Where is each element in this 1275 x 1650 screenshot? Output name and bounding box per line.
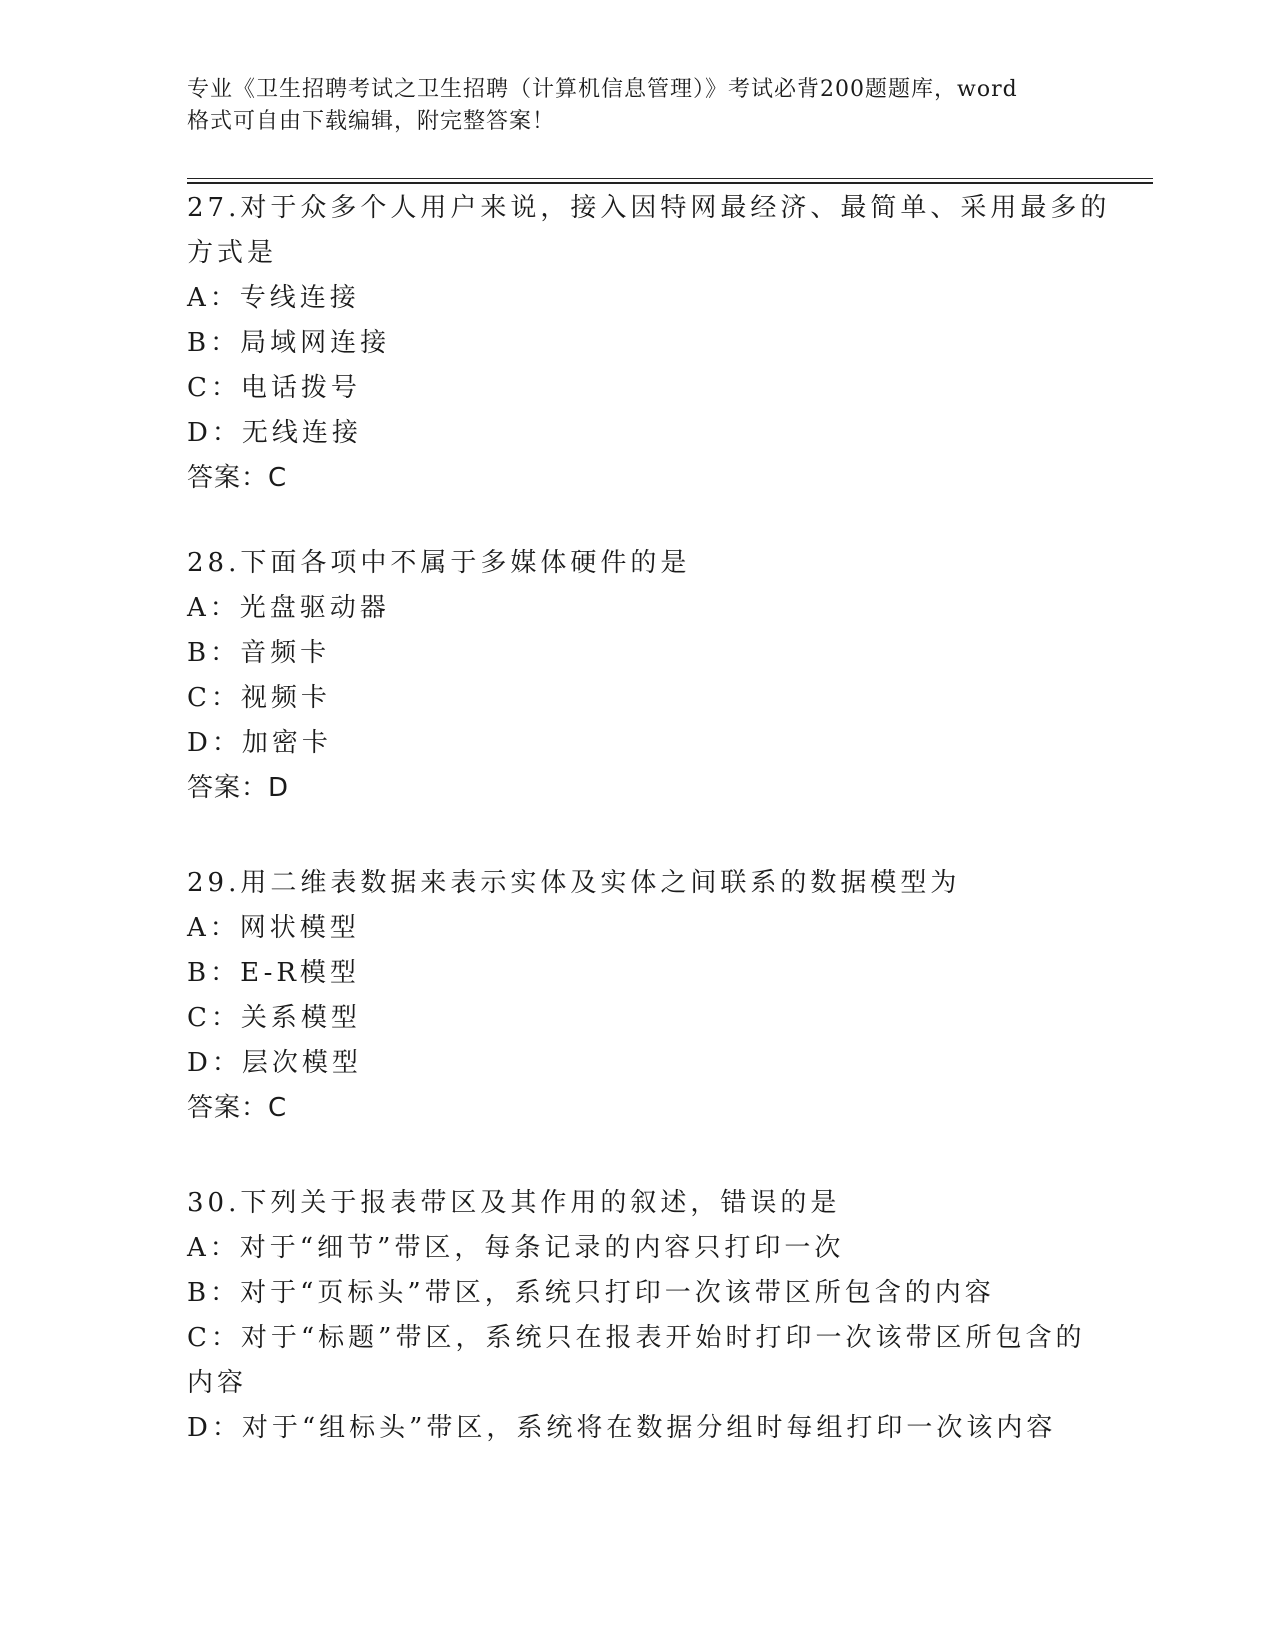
option-d: D：无线连接 [187,418,362,448]
header-line-2: 格式可自由下载编辑，附完整答案！ [187,109,556,134]
option-c: C：视频卡 [187,683,331,713]
option-c: C：电话拨号 [187,373,361,403]
option-d: D：层次模型 [187,1048,362,1078]
option-a: A：光盘驱动器 [187,593,390,623]
option-b: B：音频卡 [187,638,331,668]
header-line-1: 专业《卫生招聘考试之卫生招聘（计算机信息管理）》考试必背200题题库，word [187,77,1018,102]
option-a: A：网状模型 [187,913,360,943]
question-30 [187,1181,1087,1451]
question-stem: 28.下面各项中不属于多媒体硬件的是 [187,548,691,578]
answer: 答案：C [187,463,288,493]
question-stem-continued: 方式是 [187,238,278,268]
option-c: C：关系模型 [187,1003,361,1033]
question-28 [187,541,1087,811]
option-c: C：对于“标题”带区，系统只在报表开始时打印一次该带区所包含的 [187,1323,1086,1353]
option-b: B：对于“页标头”带区，系统只打印一次该带区所包含的内容 [187,1278,995,1308]
option-c-continued: 内容 [187,1368,248,1398]
question-stem: 27.对于众多个人用户来说，接入因特网最经济、最简单、采用最多的 [187,193,1111,223]
question-27 [187,186,1111,501]
header-divider-thin [187,178,1153,179]
option-a: A：对于“细节”带区，每条记录的内容只打印一次 [187,1233,845,1263]
question-29 [187,861,1087,1131]
option-b: B：局域网连接 [187,328,391,358]
option-a: A：专线连接 [187,283,360,313]
header-divider-thick [187,182,1153,184]
option-d: D：加密卡 [187,728,332,758]
question-stem: 30.下列关于报表带区及其作用的叙述，错误的是 [187,1188,841,1218]
option-b: B：E-R模型 [187,958,360,988]
option-d: D：对于“组标头”带区，系统将在数据分组时每组打印一次该内容 [187,1413,1057,1443]
question-stem: 29.用二维表数据来表示实体及实体之间联系的数据模型为 [187,868,961,898]
answer: 答案：C [187,1093,288,1123]
document-header [187,74,1087,138]
answer: 答案：D [187,773,290,803]
